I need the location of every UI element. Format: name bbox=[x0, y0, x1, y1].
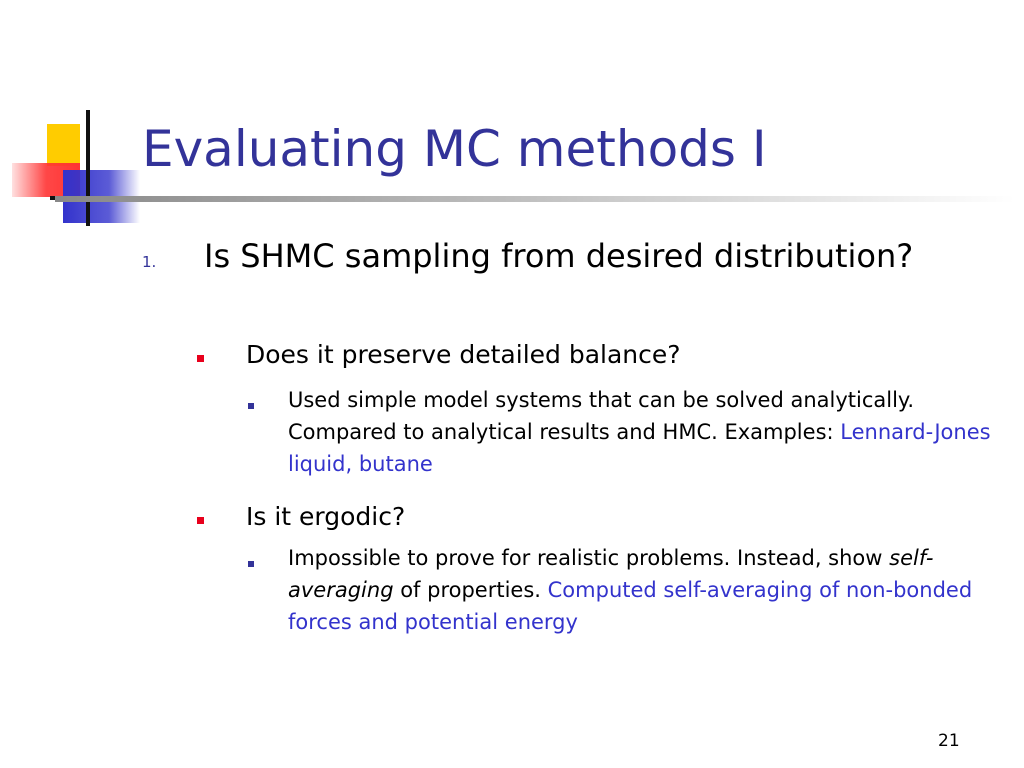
slide-title: Evaluating MC methods I bbox=[142, 120, 767, 178]
highlight-text: Computed self-averaging of non-bonded forces and potential energy bbox=[288, 578, 973, 634]
highlight-text: Lennard-Jones liquid, butane bbox=[288, 420, 991, 476]
bullet-level3-detailed-balance-detail bbox=[288, 384, 1008, 480]
detail-text: of properties. bbox=[393, 578, 548, 602]
bullet-level2-ergodic: Is it ergodic? bbox=[246, 502, 406, 531]
page-number: 21 bbox=[938, 731, 960, 751]
blue-square-bullet-icon bbox=[248, 561, 254, 567]
red-square-bullet-icon bbox=[197, 517, 204, 524]
red-square-bullet-icon bbox=[197, 355, 204, 362]
list-number-1: 1. bbox=[142, 253, 157, 271]
bullet-level2-detailed-balance: Does it preserve detailed balance? bbox=[246, 340, 681, 369]
italic-term: self-averaging bbox=[288, 546, 934, 602]
bullet-level1-text: Is SHMC sampling from desired distribution? bbox=[204, 237, 914, 275]
detail-text: Impossible to prove for realistic problems. Instead, show bbox=[288, 546, 890, 570]
bullet-level3-ergodic-detail bbox=[288, 542, 1008, 638]
detail-text: Used simple model systems that can be solved analytically. Compared to analytical results and HMC. Examples: bbox=[288, 388, 915, 444]
blue-square-bullet-icon bbox=[248, 403, 254, 409]
